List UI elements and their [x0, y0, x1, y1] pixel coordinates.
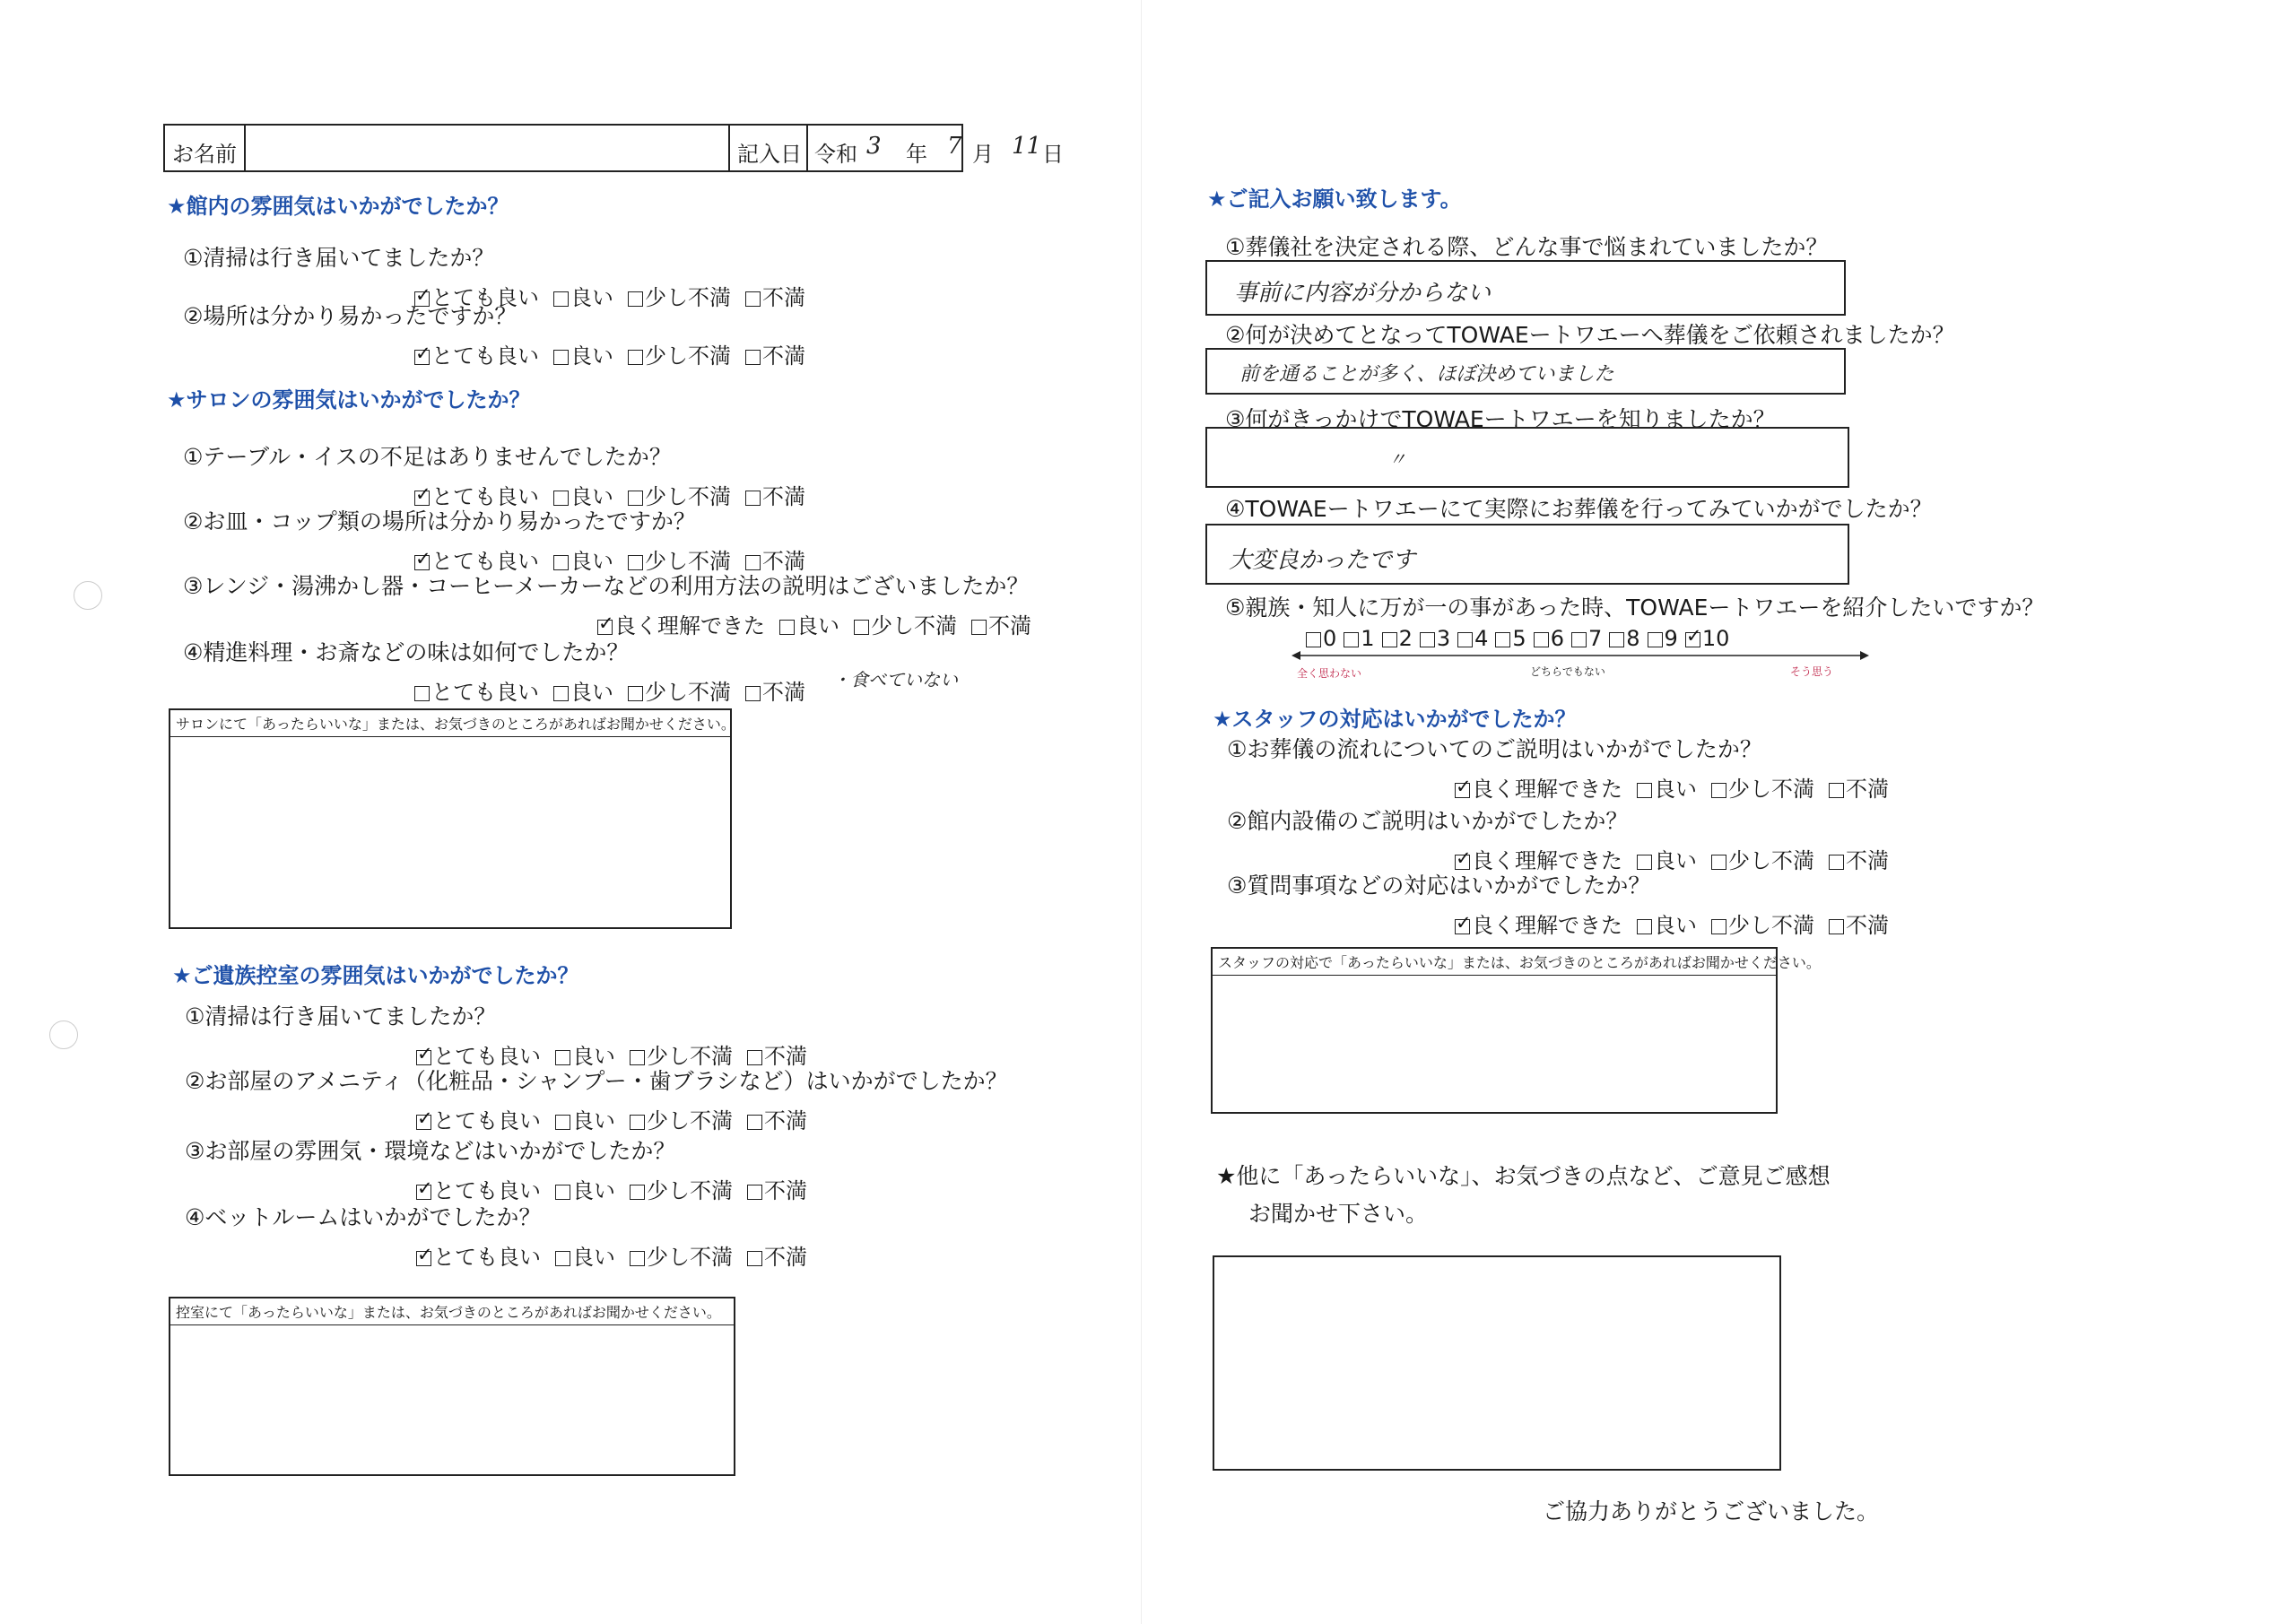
answer-option-label: 少し不満: [645, 549, 731, 574]
answer-option-label: 少し不満: [647, 1178, 733, 1203]
answer-option-label: とても良い: [431, 549, 539, 574]
free-question-2: ②何が決めてとなってTOWAEートワエーへ葬儀をご依頼されましたか？: [1225, 322, 1955, 348]
question-block: [185, 1200, 822, 1271]
checkbox-icon[interactable]: [630, 1115, 645, 1130]
answer-option-label: 不満: [1846, 913, 1889, 938]
scale-mid-label: どちらでもない: [1530, 665, 1605, 678]
date-year-unit: 年: [906, 142, 927, 167]
scale-option-label: 3: [1436, 626, 1451, 651]
checkbox-icon[interactable]: [1829, 783, 1844, 798]
answer-option-label: 良い: [570, 285, 613, 310]
date-label: 記入日: [737, 142, 802, 167]
recommend-scale: [1292, 626, 1866, 680]
answer-option-label: 不満: [764, 1044, 807, 1069]
answer-option-label: 良い: [570, 484, 613, 509]
answer-options: [1455, 908, 1903, 939]
scale-option-label: 7: [1587, 626, 1603, 651]
scale-options: [1306, 626, 1736, 651]
scale-option-label: 9: [1664, 626, 1678, 651]
checkbox-icon[interactable]: [630, 1251, 645, 1266]
checkbox-icon[interactable]: [1534, 632, 1549, 647]
answer-options: [414, 674, 820, 706]
question-text: ②お皿・コップ類の場所は分かり易かったですか？: [183, 508, 696, 534]
name-label: お名前: [172, 142, 237, 167]
question-text: ③お部屋の雰囲気・環境などはいかがでしたか？: [185, 1138, 676, 1164]
answer-option-label: 良い: [1654, 777, 1697, 802]
free-answer-2[interactable]: [1205, 348, 1846, 395]
name-field[interactable]: [248, 126, 726, 170]
question-block: [183, 439, 820, 510]
answer-option-label: とても良い: [431, 285, 539, 310]
scale-option[interactable]: [1495, 626, 1526, 651]
date-day-unit: 日: [1042, 142, 1064, 167]
scale-option[interactable]: [1306, 626, 1336, 651]
answer-option[interactable]: [854, 608, 957, 639]
answer-option[interactable]: [553, 674, 613, 706]
question-text: ②館内設備のご説明はいかがでしたか？: [1227, 808, 1629, 834]
free-question-3: ③何がきっかけでTOWAEートワエーを知りましたか？: [1225, 406, 1776, 432]
checkbox-checked-icon[interactable]: [416, 1251, 431, 1266]
answer-option-label: 良い: [572, 1044, 615, 1069]
scale-option[interactable]: [1382, 626, 1413, 651]
answer-option[interactable]: [414, 674, 539, 706]
answer-option-label: 良い: [796, 613, 839, 638]
section-title-request: ★ご記入お願い致します。: [1207, 187, 1462, 212]
answer-option-label: 良い: [1654, 913, 1697, 938]
answer-option-label: 少し不満: [1728, 848, 1814, 873]
salon-food-note: ・食べていない: [832, 669, 958, 690]
answer-option[interactable]: [747, 1239, 807, 1271]
question-block: [185, 1064, 1008, 1134]
answer-option[interactable]: [555, 1239, 615, 1271]
question-block: [183, 635, 820, 706]
answer-option-label: 不満: [762, 285, 805, 310]
checkbox-icon[interactable]: [1457, 632, 1473, 647]
family-room-comment-title: 控室にて「あったらいいな」または、お気づきのところがあればお聞かせください。: [170, 1298, 734, 1325]
checkbox-checked-icon[interactable]: [416, 1185, 431, 1200]
answer-option-label: 少し不満: [1728, 777, 1814, 802]
section-title-staff: ★スタッフの対応はいかがでしたか？: [1213, 707, 1577, 732]
question-block: [185, 999, 822, 1070]
answer-option[interactable]: [1829, 771, 1889, 803]
scale-arrow: [1292, 649, 1871, 662]
checkbox-checked-icon[interactable]: [1455, 783, 1470, 798]
checkbox-icon[interactable]: [747, 1115, 762, 1130]
question-text: ③質問事項などの対応はいかがでしたか？: [1227, 873, 1651, 899]
answer-option-label: 良い: [572, 1245, 615, 1270]
answer-option-label: 少し不満: [645, 680, 731, 705]
answer-option-label: 不満: [762, 484, 805, 509]
question-text: ①お葬儀の流れについてのご説明はいかがでしたか？: [1227, 736, 1762, 762]
checkbox-checked-icon[interactable]: [597, 620, 613, 635]
page-fold: [1141, 0, 1142, 1624]
scale-option[interactable]: [1609, 626, 1639, 651]
scale-option[interactable]: [1457, 626, 1488, 651]
scale-option[interactable]: [1648, 626, 1678, 651]
answer-option-label: 良い: [570, 549, 613, 574]
scale-option-label: 1: [1361, 626, 1375, 651]
answer-option-label: 良い: [570, 680, 613, 705]
other-comment-line2: お聞かせ下さい。: [1248, 1201, 1429, 1227]
question-text: ③レンジ・湯沸かし器・コーヒーメーカーなどの利用方法の説明はございましたか？: [183, 573, 1030, 599]
checkbox-icon[interactable]: [555, 1115, 570, 1130]
answer-option-label: とても良い: [433, 1108, 541, 1133]
answer-option-label: 不満: [1846, 848, 1889, 873]
answer-option[interactable]: [630, 1103, 733, 1134]
scale-low-label: 全く思わない: [1297, 667, 1362, 680]
answer-option-label: 不満: [764, 1108, 807, 1133]
answer-option-label: 良い: [570, 343, 613, 369]
answer-option-label: 少し不満: [1728, 913, 1814, 938]
answer-option[interactable]: [1455, 771, 1622, 803]
question-block: [183, 569, 1046, 639]
answer-option[interactable]: [555, 1103, 615, 1134]
answer-option-label: 良い: [572, 1178, 615, 1203]
scale-option-label: 10: [1701, 626, 1730, 651]
free-question-4: ④TOWAEートワエーにて実際にお葬儀を行ってみていかがでしたか？: [1225, 496, 1933, 522]
answer-option-label: 良く理解できた: [614, 613, 765, 638]
checkbox-icon[interactable]: [971, 620, 987, 635]
answer-option[interactable]: [553, 338, 613, 369]
scale-option-label: 0: [1323, 626, 1337, 651]
checkbox-icon[interactable]: [747, 1185, 762, 1200]
answer-option-label: 不満: [764, 1245, 807, 1270]
closing-text: ご協力ありがとうございました。: [1543, 1498, 1880, 1524]
punch-hole-top: [74, 581, 102, 610]
answer-option-label: 不満: [762, 549, 805, 574]
answer-option[interactable]: [1711, 908, 1814, 939]
date-month-unit: 月: [972, 142, 994, 167]
free-answer-4-text: 大変良かったです: [1229, 547, 1416, 574]
answer-option-label: とても良い: [431, 484, 539, 509]
checkbox-icon[interactable]: [555, 1185, 570, 1200]
staff-comment-box[interactable]: [1211, 947, 1821, 1114]
answer-option[interactable]: [1711, 771, 1814, 803]
checkbox-icon[interactable]: [854, 620, 869, 635]
answer-option[interactable]: [628, 674, 731, 706]
question-block: [1227, 732, 1903, 803]
checkbox-icon[interactable]: [745, 686, 761, 701]
checkbox-icon[interactable]: [1571, 632, 1587, 647]
date-era: 令和: [814, 142, 857, 167]
answer-option[interactable]: [416, 1103, 541, 1134]
section-title-salon: ★サロンの雰囲気はいかがでしたか？: [167, 387, 531, 413]
answer-option-label: 不満: [762, 343, 805, 369]
free-answer-1-text: 事前に内容が分からない: [1234, 280, 1492, 307]
answer-option[interactable]: [1455, 908, 1622, 939]
answer-option-label: とても良い: [431, 680, 539, 705]
answer-options: [416, 1239, 822, 1271]
checkbox-icon[interactable]: [1711, 919, 1726, 934]
scale-option[interactable]: [1571, 626, 1602, 651]
checkbox-icon[interactable]: [628, 350, 643, 365]
scale-option-label: 8: [1626, 626, 1640, 651]
free-question-5: ⑤親族・知人に万が一の事があった時、TOWAEートワエーを紹介したいですか？: [1225, 595, 2045, 621]
family-room-comment-box[interactable]: [169, 1297, 735, 1476]
date-month-value[interactable]: 7: [947, 133, 962, 160]
answer-option-label: とても良い: [433, 1245, 541, 1270]
checkbox-icon[interactable]: [1495, 632, 1510, 647]
question-text: ④精進料理・お斎などの味は如何でしたか？: [183, 639, 630, 665]
answer-option-label: 少し不満: [645, 285, 731, 310]
checkbox-icon[interactable]: [1382, 632, 1397, 647]
free-answer-4[interactable]: [1205, 524, 1849, 585]
answer-option-label: 不満: [762, 680, 805, 705]
checkbox-checked-icon[interactable]: [1455, 919, 1470, 934]
checkbox-icon[interactable]: [553, 686, 569, 701]
free-answer-1[interactable]: [1205, 260, 1846, 316]
checkbox-icon[interactable]: [628, 686, 643, 701]
salon-comment-box[interactable]: [169, 708, 735, 929]
date-day-value[interactable]: 11: [1012, 133, 1042, 160]
scale-option[interactable]: [1534, 626, 1564, 651]
section-title-family-room: ★ご遺族控室の雰囲気はいかがでしたか？: [172, 963, 579, 988]
scale-option[interactable]: [1344, 626, 1374, 651]
checkbox-icon[interactable]: [747, 1251, 762, 1266]
answer-option[interactable]: [745, 674, 805, 706]
question-block: [183, 299, 820, 369]
checkbox-icon[interactable]: [1637, 783, 1652, 798]
punch-hole-bottom: [49, 1020, 78, 1049]
answer-option-label: 少し不満: [647, 1245, 733, 1270]
checkbox-checked-icon[interactable]: [414, 350, 430, 365]
checkbox-icon[interactable]: [745, 350, 761, 365]
answer-option-label: 不満: [988, 613, 1031, 638]
scale-option-label: 5: [1512, 626, 1526, 651]
answer-option-label: 少し不満: [647, 1044, 733, 1069]
other-comment-box[interactable]: [1213, 1255, 1781, 1471]
question-text: ④ベットルームはいかがでしたか？: [185, 1204, 542, 1230]
other-comment-line1: ★他に「あったらいいな」、お気づきの点など、ご意見ご感想: [1216, 1163, 1831, 1189]
question-text: ②お部屋のアメニティ（化粧品・シャンプー・歯ブラシなど）はいかがでしたか？: [185, 1068, 1008, 1094]
section-title-hall: ★館内の雰囲気はいかがでしたか？: [167, 194, 509, 219]
answer-option[interactable]: [416, 1239, 541, 1271]
free-answer-3-text: 〃: [1388, 448, 1406, 470]
checkbox-icon[interactable]: [1420, 632, 1435, 647]
answer-option-label: 良い: [1654, 848, 1697, 873]
answer-option[interactable]: [628, 338, 731, 369]
answer-option-label: とても良い: [431, 343, 539, 369]
answer-option[interactable]: [1637, 908, 1697, 939]
answer-options: [416, 1103, 1008, 1134]
answer-option[interactable]: [414, 338, 539, 369]
checkbox-checked-icon[interactable]: [416, 1115, 431, 1130]
checkbox-icon[interactable]: [553, 350, 569, 365]
question-block: [1227, 803, 1903, 874]
checkbox-checked-icon[interactable]: [1685, 632, 1700, 647]
date-year-value[interactable]: 3: [866, 133, 882, 160]
scale-option-label: 4: [1474, 626, 1489, 651]
question-block: [185, 1133, 822, 1204]
checkbox-icon[interactable]: [1829, 919, 1844, 934]
answer-option[interactable]: [1637, 771, 1697, 803]
question-text: ①清掃は行き届いてましたか？: [183, 245, 495, 271]
scale-high-label: そう思う: [1790, 665, 1834, 678]
answer-options: [1455, 771, 1903, 803]
free-answer-2-text: 前を通ることが多く、ほぼ決めていました: [1239, 363, 1614, 386]
answer-option[interactable]: [630, 1239, 733, 1271]
header-table: [163, 124, 1064, 172]
answer-option-label: 良い: [572, 1108, 615, 1133]
checkbox-icon[interactable]: [414, 686, 430, 701]
answer-option-label: 少し不満: [645, 343, 731, 369]
answer-option-label: 不満: [1846, 777, 1889, 802]
checkbox-icon[interactable]: [1306, 632, 1321, 647]
answer-option-label: 不満: [764, 1178, 807, 1203]
answer-option-label: 少し不満: [871, 613, 957, 638]
answer-option-label: 少し不満: [647, 1108, 733, 1133]
answer-option[interactable]: [971, 608, 1031, 639]
scale-option-label: 2: [1398, 626, 1413, 651]
answer-option[interactable]: [747, 1103, 807, 1134]
checkbox-icon[interactable]: [630, 1185, 645, 1200]
checkbox-icon[interactable]: [1344, 632, 1359, 647]
checkbox-icon[interactable]: [1711, 783, 1726, 798]
answer-option-label: とても良い: [433, 1178, 541, 1203]
scale-option-label: 6: [1550, 626, 1564, 651]
free-answer-3[interactable]: [1205, 427, 1849, 488]
checkbox-icon[interactable]: [1637, 919, 1652, 934]
staff-comment-title: スタッフの対応で「あったらいいな」または、お気づきのところがあればお聞かせください。: [1213, 949, 1776, 976]
name-divider: [244, 126, 246, 170]
question-text: ②場所は分かり易かったですか？: [183, 303, 517, 329]
question-block: [183, 504, 820, 575]
free-question-1: ①葬儀社を決定される際、どんな事で悩まれていましたか？: [1225, 234, 1829, 260]
date-divider-2: [806, 126, 808, 170]
answer-option[interactable]: [1829, 908, 1889, 939]
checkbox-icon[interactable]: [1648, 632, 1663, 647]
answer-options: [414, 338, 820, 369]
answer-option-label: 良く理解できた: [1472, 913, 1622, 938]
answer-option-label: とても良い: [433, 1044, 541, 1069]
question-block: [1227, 868, 1903, 939]
checkbox-icon[interactable]: [1609, 632, 1624, 647]
question-text: ①テーブル・イスの不足はありませんでしたか？: [183, 444, 672, 470]
checkbox-icon[interactable]: [555, 1251, 570, 1266]
answer-option-label: 良く理解できた: [1472, 848, 1622, 873]
checkbox-icon[interactable]: [779, 620, 795, 635]
answer-option-label: 良く理解できた: [1472, 777, 1622, 802]
answer-option-label: 少し不満: [645, 484, 731, 509]
date-divider-1: [728, 126, 730, 170]
scale-option[interactable]: [1420, 626, 1450, 651]
question-text: ①清掃は行き届いてましたか？: [185, 1003, 497, 1029]
salon-comment-title: サロンにて「あったらいいな」または、お気づきのところがあればお聞かせください。: [170, 710, 730, 737]
answer-option[interactable]: [745, 338, 805, 369]
scale-option[interactable]: [1685, 626, 1730, 651]
